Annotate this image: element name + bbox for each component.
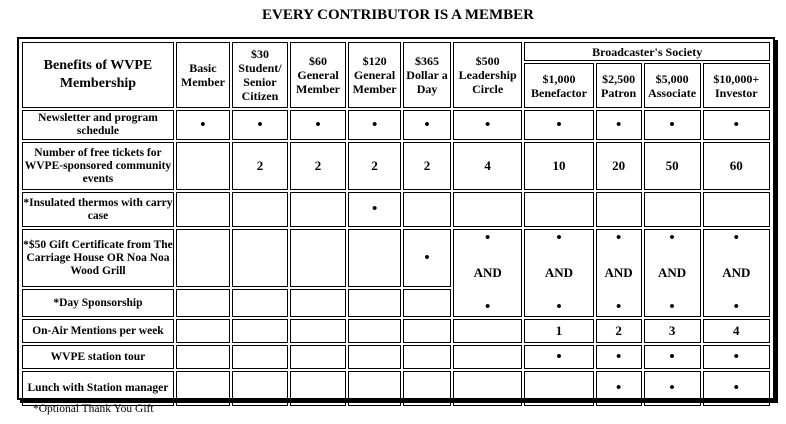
and-stack	[454, 231, 521, 315]
table-cell	[644, 142, 701, 190]
column-amount: $2,500	[602, 71, 636, 86]
benefit-text: On-Air Mentions per week	[32, 324, 164, 337]
gift-or-sponsorship-cell	[524, 229, 593, 317]
column-amount: $365	[415, 54, 440, 68]
society-header-text: Broadcaster's Society	[592, 44, 703, 59]
gift-or-sponsorship-cell	[453, 229, 522, 317]
table-cell	[524, 319, 593, 343]
table-cell	[644, 192, 701, 227]
table-row	[22, 371, 770, 406]
cell-value: 3	[668, 323, 676, 338]
table-cell	[348, 142, 401, 190]
and-label: AND	[657, 265, 687, 280]
table-cell	[176, 229, 230, 287]
bullet-mark: •	[733, 380, 739, 396]
bullet-mark: •	[669, 230, 675, 246]
table-cell	[453, 192, 522, 227]
column-amount: $30	[250, 47, 269, 61]
cell-value: 60	[729, 158, 743, 173]
benefit-label	[22, 371, 174, 406]
table-cell	[703, 142, 770, 190]
table-cell	[596, 345, 642, 369]
benefit-text: Number of free tickets for WVPE-sponsored community events	[24, 146, 172, 185]
table-cell	[453, 345, 522, 369]
table-cell	[453, 371, 522, 406]
table-cell	[403, 110, 451, 140]
bullet-mark: •	[669, 116, 675, 133]
column-name: Member	[180, 75, 225, 89]
column-amount: $10,000+	[713, 71, 760, 86]
bullet-mark: •	[669, 348, 675, 365]
table-cell	[290, 371, 346, 406]
bullet-mark: •	[615, 230, 622, 246]
bullet-mark: •	[615, 299, 622, 315]
table-cell	[703, 371, 770, 406]
bullet-mark: •	[669, 380, 675, 396]
benefit-label	[22, 345, 174, 369]
column-header	[176, 42, 230, 108]
benefit-label	[22, 142, 174, 190]
table-cell	[290, 229, 346, 287]
column-header	[703, 63, 770, 108]
header-row	[22, 42, 770, 61]
benefit-label	[22, 229, 174, 287]
column-amount: $5,000	[655, 71, 689, 86]
table-cell	[703, 110, 770, 140]
table-cell	[524, 142, 593, 190]
table-cell	[290, 345, 346, 369]
cell-value: 2	[423, 158, 431, 173]
table-cell	[703, 319, 770, 343]
table-cell	[348, 110, 401, 140]
table-cell	[453, 142, 522, 190]
table-row	[22, 110, 770, 140]
page-title: EVERY CONTRIBUTOR IS A MEMBER	[261, 7, 535, 23]
table-cell	[232, 142, 288, 190]
and-stack	[645, 231, 700, 315]
benefit-text: *Insulated thermos with carry case	[23, 196, 173, 222]
table-cell	[644, 345, 701, 369]
column-header	[403, 42, 451, 108]
table-cell	[176, 110, 230, 140]
bullet-mark: •	[371, 116, 378, 133]
table-cell	[290, 319, 346, 343]
table-cell	[596, 192, 642, 227]
bullet-mark: •	[424, 116, 430, 133]
and-stack	[704, 231, 769, 315]
column-header	[596, 63, 642, 108]
table-cell	[644, 319, 701, 343]
table-cell	[348, 345, 401, 369]
column-name: Student/ Senior Citizen	[238, 61, 282, 103]
table-cell	[290, 289, 346, 317]
column-name: General Member	[296, 68, 341, 96]
bullet-mark: •	[257, 116, 263, 133]
column-name: General Member	[352, 68, 397, 96]
benefit-label	[22, 110, 174, 140]
table-cell	[453, 110, 522, 140]
benefits-header	[22, 42, 174, 108]
benefit-label	[22, 289, 174, 317]
bullet-mark: •	[615, 116, 622, 133]
table-cell	[232, 192, 288, 227]
table-cell	[232, 110, 288, 140]
column-amount: $60	[309, 54, 328, 68]
table-cell	[403, 289, 451, 317]
table-cell	[403, 192, 451, 227]
membership-table	[20, 40, 772, 408]
table-cell	[348, 229, 401, 287]
table-cell	[232, 345, 288, 369]
bullet-mark: •	[315, 116, 321, 133]
benefit-text: WVPE station tour	[50, 350, 146, 363]
and-stack	[525, 231, 592, 315]
table-cell	[232, 229, 288, 287]
bullet-mark: •	[485, 230, 491, 246]
bullet-mark: •	[200, 116, 206, 133]
footnote	[33, 403, 154, 415]
table-cell	[403, 371, 451, 406]
column-name: Benefactor	[530, 85, 587, 100]
bullet-mark: •	[615, 348, 622, 365]
cell-value: 4	[733, 323, 740, 338]
table-cell	[403, 319, 451, 343]
table-row	[22, 345, 770, 369]
table-cell	[596, 110, 642, 140]
bullet-mark: •	[556, 299, 562, 315]
table-cell	[290, 110, 346, 140]
and-stack	[597, 231, 641, 315]
table-cell	[232, 319, 288, 343]
cell-value: 10	[552, 158, 566, 173]
benefit-label	[22, 192, 174, 227]
table-cell	[176, 289, 230, 317]
cell-value: 2	[314, 158, 322, 173]
column-name: Associate	[648, 85, 697, 100]
table-cell	[524, 345, 593, 369]
table-row	[22, 142, 770, 190]
benefit-text: *$50 Gift Certificate from The Carriage House OR Noa Noa Wood Grill	[23, 238, 173, 277]
cell-value: 20	[612, 158, 626, 173]
and-label: AND	[473, 265, 502, 280]
gift-or-sponsorship-cell	[644, 229, 701, 317]
table-cell	[176, 371, 230, 406]
bullet-mark: •	[556, 348, 562, 365]
gift-or-sponsorship-cell	[703, 229, 770, 317]
table-row	[22, 192, 770, 227]
bullet-mark: •	[556, 116, 562, 133]
table-cell	[524, 110, 593, 140]
table-cell	[524, 371, 593, 406]
column-amount: $1,000	[542, 71, 576, 86]
benefit-text: Newsletter and program schedule	[38, 112, 158, 137]
table-row	[22, 319, 770, 343]
table-cell	[348, 319, 401, 343]
table-cell	[232, 371, 288, 406]
column-header	[290, 42, 346, 108]
column-header	[644, 63, 701, 108]
table-row	[22, 229, 770, 287]
table-cell	[290, 192, 346, 227]
cell-value: 50	[665, 158, 679, 173]
table-cell	[596, 319, 642, 343]
column-header	[348, 42, 401, 108]
table-cell	[644, 110, 701, 140]
table-cell	[348, 371, 401, 406]
bullet-mark: •	[371, 201, 378, 217]
cell-value: 4	[484, 158, 491, 173]
table-cell	[453, 319, 522, 343]
table-cell	[176, 345, 230, 369]
bullet-mark: •	[669, 299, 675, 315]
table-cell	[403, 345, 451, 369]
cell-value: 1	[555, 323, 563, 338]
table-cell	[596, 371, 642, 406]
column-header	[232, 42, 288, 108]
footnote-text: *Optional Thank You Gift	[33, 403, 154, 415]
bullet-mark: •	[733, 348, 739, 365]
table-cell	[524, 192, 593, 227]
column-name: Leadership Circle	[458, 68, 517, 96]
cell-value: 2	[615, 323, 622, 338]
column-name: Patron	[601, 85, 637, 100]
table-cell	[703, 192, 770, 227]
table-cell	[348, 289, 401, 317]
table-cell	[176, 142, 230, 190]
bullet-mark: •	[556, 230, 562, 246]
table-cell	[176, 319, 230, 343]
bullet-mark: •	[485, 299, 491, 315]
column-header	[453, 42, 522, 108]
table-cell	[403, 229, 451, 287]
column-name: Dollar a Day	[406, 68, 448, 96]
cell-value: 2	[371, 158, 378, 173]
table-cell	[232, 289, 288, 317]
benefit-text: *Day Sponsorship	[53, 296, 143, 309]
benefits-header-text: Benefits of WVPE Membership	[43, 58, 153, 91]
bullet-mark: •	[424, 249, 430, 266]
bullet-mark: •	[733, 230, 739, 246]
table-cell	[348, 192, 401, 227]
table-cell	[403, 142, 451, 190]
table-cell	[644, 371, 701, 406]
column-amount: $500	[475, 54, 500, 68]
society-header	[524, 42, 770, 61]
bullet-mark: •	[733, 116, 739, 133]
cell-value: 2	[256, 158, 264, 173]
bullet-mark: •	[733, 299, 739, 315]
table-cell	[596, 142, 642, 190]
column-name: Investor	[714, 85, 758, 100]
benefit-label	[22, 319, 174, 343]
table-cell	[703, 345, 770, 369]
and-label: AND	[604, 265, 633, 280]
and-label: AND	[544, 265, 574, 280]
column-amount: $120	[362, 54, 387, 68]
bullet-mark: •	[615, 380, 622, 396]
table-cell	[290, 142, 346, 190]
bullet-mark: •	[485, 116, 491, 133]
column-amount: Basic	[189, 61, 217, 75]
gift-or-sponsorship-cell	[596, 229, 642, 317]
column-header	[524, 63, 593, 108]
benefit-text: Lunch with Station manager	[27, 382, 169, 394]
and-label: AND	[722, 265, 751, 280]
table-cell	[176, 192, 230, 227]
